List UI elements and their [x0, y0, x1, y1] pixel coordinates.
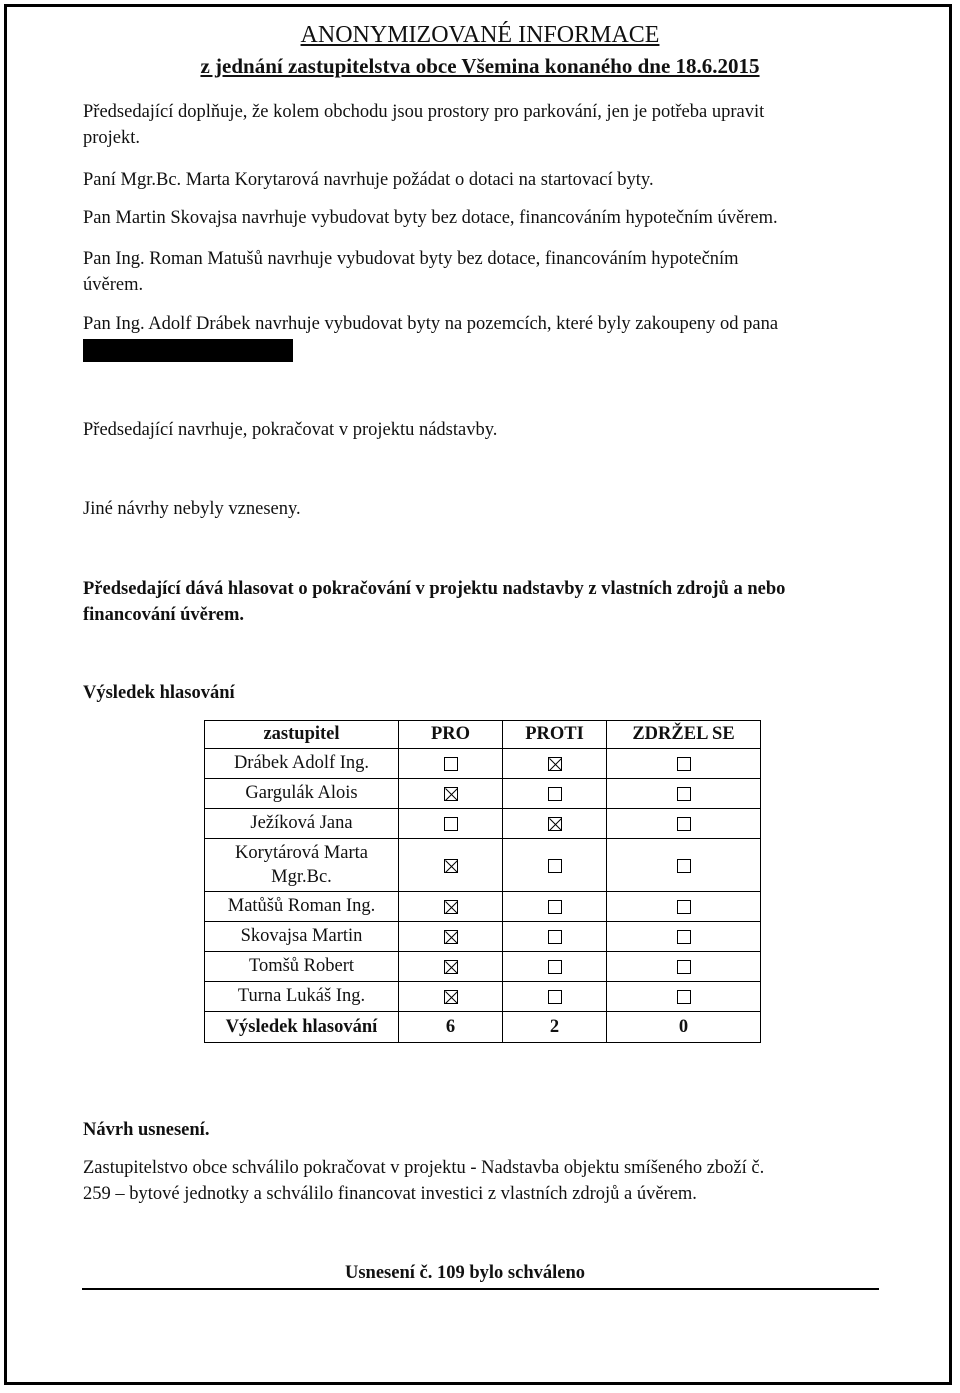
proti-cell: [503, 779, 607, 809]
member-name: [205, 982, 399, 1012]
vote-row: [205, 779, 761, 809]
col-header-member: zastupitel: [205, 721, 399, 749]
paragraph-3: Pan Martin Skovajsa navrhuje vybudovat byty bez dotace, financováním hypotečním úvěrem.: [83, 208, 778, 228]
member-title-text: Mgr.Bc.: [271, 867, 332, 887]
pro-checkbox: [444, 990, 458, 1004]
paragraph-7: Jiné návrhy nebyly vzneseny.: [83, 499, 301, 519]
zdrzel-checkbox: [677, 859, 691, 873]
member-name: [205, 839, 399, 892]
vote-row: [205, 749, 761, 779]
pro-cell: [399, 779, 503, 809]
resolution-line-1: Zastupitelstvo obce schválilo pokračovat v projektu - Nadstavba objektu smíšeného zboží č.: [83, 1158, 765, 1178]
vote-total-row: [205, 1012, 761, 1043]
zdrzel-cell: [607, 749, 761, 779]
resolution-heading: Návrh usnesení.: [83, 1120, 210, 1140]
vote-row: [205, 809, 761, 839]
member-name-text: Skovajsa Martin: [240, 926, 363, 946]
member-name: [205, 922, 399, 952]
member-name: [205, 749, 399, 779]
total-proti: 2: [503, 1012, 607, 1043]
proti-cell: [503, 892, 607, 922]
zdrzel-cell: [607, 982, 761, 1012]
vote-heading: Výsledek hlasování: [83, 683, 235, 703]
member-name: [205, 892, 399, 922]
document-subtitle: z jednání zastupitelstva obce Všemina konaného dne 18.6.2015: [200, 54, 760, 78]
vote-question-line-1: Předsedající dává hlasovat o pokračování v projektu nadstavby z vlastních zdrojů a nebo: [83, 579, 786, 599]
proti-cell: [503, 839, 607, 892]
proti-cell: [503, 749, 607, 779]
paragraph-1-line-1: Předsedající doplňuje, že kolem obchodu jsou prostory pro parkování, jen je potřeba upravit: [83, 102, 765, 122]
zdrzel-checkbox: [677, 817, 691, 831]
pro-cell: [399, 809, 503, 839]
resolution-line-2: 259 – bytové jednotky a schválilo financovat investici z vlastních zdrojů a úvěrem.: [83, 1184, 697, 1204]
zdrzel-cell: [607, 922, 761, 952]
pro-cell: [399, 952, 503, 982]
proti-checkbox: [548, 960, 562, 974]
col-header-pro: PRO: [399, 721, 503, 749]
proti-checkbox: [548, 817, 562, 831]
pro-checkbox: [444, 787, 458, 801]
member-name-text: Matůšů Roman Ing.: [227, 896, 376, 916]
zdrzel-cell: [607, 809, 761, 839]
vote-row: [205, 952, 761, 982]
pro-checkbox: [444, 817, 458, 831]
proti-checkbox: [548, 900, 562, 914]
zdrzel-checkbox: [677, 757, 691, 771]
zdrzel-checkbox: [677, 990, 691, 1004]
vote-row: [205, 922, 761, 952]
footer-rule: [82, 1288, 879, 1290]
pro-checkbox: [444, 757, 458, 771]
pro-cell: [399, 922, 503, 952]
member-name: [205, 809, 399, 839]
vote-table-header: [205, 721, 761, 749]
paragraph-6: Předsedající navrhuje, pokračovat v projektu nádstavby.: [83, 420, 498, 440]
pro-cell: [399, 982, 503, 1012]
zdrzel-cell: [607, 839, 761, 892]
zdrzel-cell: [607, 892, 761, 922]
vote-row: [205, 892, 761, 922]
paragraph-4-line-1: Pan Ing. Roman Matušů navrhuje vybudovat byty bez dotace, financováním hypotečním: [83, 249, 739, 269]
member-name-text: Turna Lukáš Ing.: [237, 986, 366, 1006]
paragraph-5-line-1: Pan Ing. Adolf Drábek navrhuje vybudovat byty na pozemcích, které byly zakoupeny od pana: [83, 314, 779, 334]
proti-cell: [503, 809, 607, 839]
pro-checkbox: [444, 960, 458, 974]
col-header-proti: PROTI: [503, 721, 607, 749]
total-pro: 6: [399, 1012, 503, 1043]
member-name: [205, 952, 399, 982]
document-title: ANONYMIZOVANÉ INFORMACE: [300, 22, 660, 48]
member-name: [205, 779, 399, 809]
zdrzel-checkbox: [677, 900, 691, 914]
vote-question-line-2: financování úvěrem.: [83, 605, 245, 625]
vote-row: [205, 839, 761, 892]
member-name-text: Ježíková Jana: [250, 813, 353, 833]
total-zdrzel: 0: [607, 1012, 761, 1043]
member-name-text: Gargulák Alois: [245, 783, 358, 803]
member-name-text: Drábek Adolf Ing.: [233, 753, 370, 773]
pro-cell: [399, 892, 503, 922]
zdrzel-cell: [607, 779, 761, 809]
proti-checkbox: [548, 787, 562, 801]
zdrzel-checkbox: [677, 787, 691, 801]
proti-checkbox: [548, 990, 562, 1004]
zdrzel-checkbox: [677, 930, 691, 944]
pro-checkbox: [444, 859, 458, 873]
paragraph-1-line-2: projekt.: [83, 128, 141, 148]
paragraph-4-line-2: úvěrem.: [83, 275, 144, 295]
pro-cell: [399, 749, 503, 779]
member-name-text: Korytárová Marta: [234, 843, 369, 863]
proti-cell: [503, 922, 607, 952]
proti-checkbox: [548, 859, 562, 873]
col-header-zdrzel: ZDRŽEL SE: [607, 721, 761, 749]
vote-table: [204, 720, 761, 1043]
paragraph-2: Paní Mgr.Bc. Marta Korytarová navrhuje požádat o dotaci na startovací byty.: [83, 170, 654, 190]
redaction-bar: [83, 339, 293, 362]
resolution-footer: Usnesení č. 109 bylo schváleno: [345, 1263, 586, 1283]
zdrzel-cell: [607, 952, 761, 982]
total-label: Výsledek hlasování: [205, 1012, 399, 1043]
proti-checkbox: [548, 757, 562, 771]
pro-checkbox: [444, 930, 458, 944]
vote-row: [205, 982, 761, 1012]
zdrzel-checkbox: [677, 960, 691, 974]
proti-cell: [503, 952, 607, 982]
pro-cell: [399, 839, 503, 892]
pro-checkbox: [444, 900, 458, 914]
member-name-text: Tomšů Robert: [248, 956, 355, 976]
proti-cell: [503, 982, 607, 1012]
proti-checkbox: [548, 930, 562, 944]
